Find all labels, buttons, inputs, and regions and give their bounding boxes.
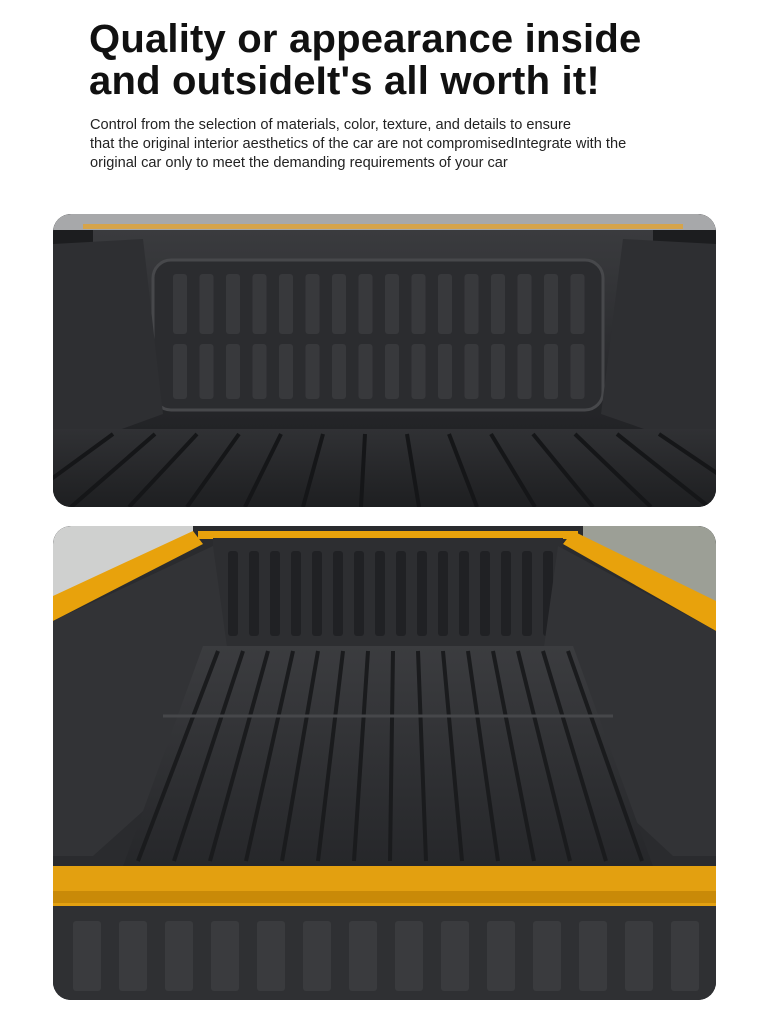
wall-rib	[354, 551, 364, 636]
wall-rib	[412, 344, 426, 399]
wall-rib	[438, 274, 452, 334]
tailgate-rib	[73, 921, 101, 991]
tailgate-rib	[395, 921, 423, 991]
headline-line-1: Quality or appearance inside	[89, 17, 642, 61]
wall-rib	[375, 551, 385, 636]
wall-rib	[359, 344, 373, 399]
tailgate-rib	[625, 921, 653, 991]
headline	[89, 18, 641, 102]
wall-rib	[306, 344, 320, 399]
wall-rib	[438, 551, 448, 636]
wall-rib	[270, 551, 280, 636]
wall-rib	[291, 551, 301, 636]
tailgate-rib	[671, 921, 699, 991]
wall-rib	[279, 344, 293, 399]
wall-rib	[544, 344, 558, 399]
wall-rib	[173, 344, 187, 399]
description	[90, 116, 626, 173]
bed-liner-front-wall-photo	[53, 214, 716, 507]
wall-rib	[306, 274, 320, 334]
tailgate-rib	[165, 921, 193, 991]
wall-rib	[417, 551, 427, 636]
tailgate-rib	[533, 921, 561, 991]
wall-rib	[312, 551, 322, 636]
wall-rib	[226, 344, 240, 399]
wall-rib	[491, 344, 505, 399]
wall-rib	[518, 274, 532, 334]
wall-rib	[279, 274, 293, 334]
tailgate-rib	[211, 921, 239, 991]
wall-rib	[465, 274, 479, 334]
bed-liner-full-bed-photo	[53, 526, 716, 1000]
tailgate-rib	[579, 921, 607, 991]
wall-rib	[359, 274, 373, 334]
tailgate-rib	[257, 921, 285, 991]
wall-rib	[200, 344, 214, 399]
wall-rib	[226, 274, 240, 334]
wall-rib	[412, 274, 426, 334]
wall-rib	[544, 274, 558, 334]
wall-rib	[518, 344, 532, 399]
wall-rib	[173, 274, 187, 334]
tailgate-rib	[303, 921, 331, 991]
wall-rib	[571, 344, 585, 399]
wall-rib	[253, 274, 267, 334]
wall-rib	[228, 551, 238, 636]
wall-rib	[332, 274, 346, 334]
wall-rib	[501, 551, 511, 636]
wall-rib	[200, 274, 214, 334]
wall-rib	[459, 551, 469, 636]
wall-rib	[491, 274, 505, 334]
headline-line-2: and outsideIt's all worth it!	[89, 59, 600, 103]
wall-rib	[332, 344, 346, 399]
description-line-2: that the original interior aesthetics of the car are not compromisedIntegrate with the	[90, 136, 627, 152]
tailgate-rib	[487, 921, 515, 991]
wall-rib	[333, 551, 343, 636]
wall-rib	[438, 344, 452, 399]
wall-rib	[571, 274, 585, 334]
wall-rib	[249, 551, 259, 636]
description-line-1: Control from the selection of materials, color, texture, and details to ensure	[90, 117, 572, 133]
wall-rib	[385, 274, 399, 334]
wall-rib	[385, 344, 399, 399]
tailgate-rib	[119, 921, 147, 991]
wall-rib	[253, 344, 267, 399]
wall-rib	[480, 551, 490, 636]
tailgate-rib	[349, 921, 377, 991]
wall-rib	[465, 344, 479, 399]
wall-rib	[522, 551, 532, 636]
tailgate-rib	[441, 921, 469, 991]
description-line-3: original car only to meet the demanding requirements of your car	[90, 155, 508, 171]
wall-rib	[396, 551, 406, 636]
